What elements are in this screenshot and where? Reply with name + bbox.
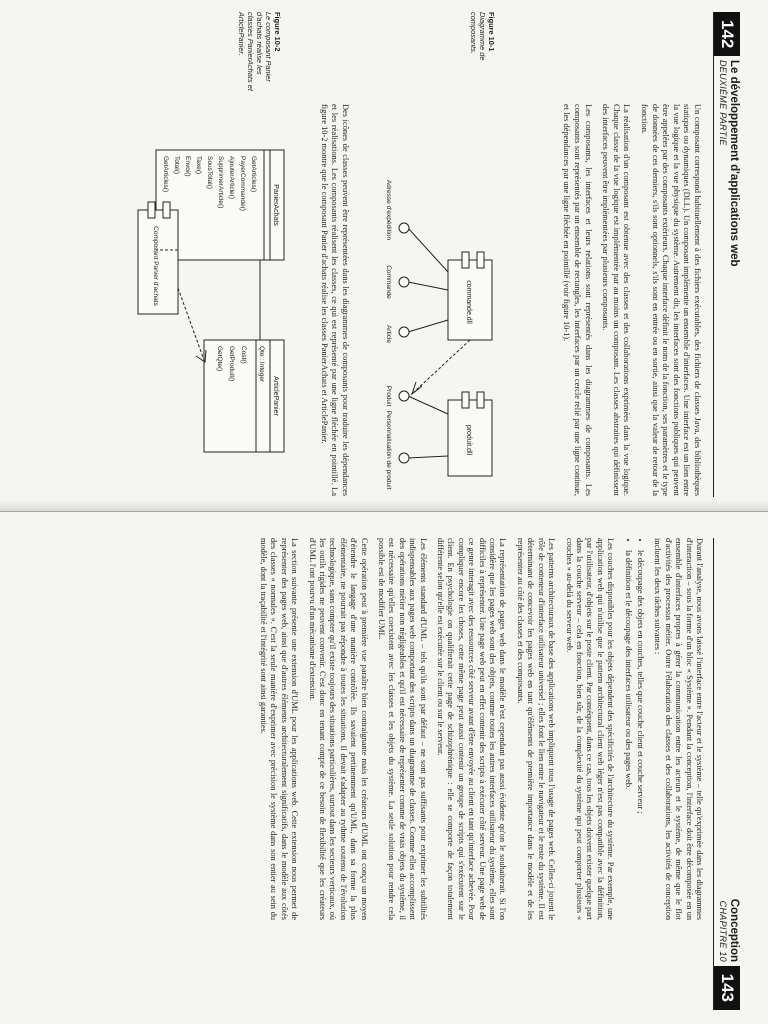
component-commande: [448, 252, 492, 340]
list-item: • la définition et le découpage des interfaces utilisateur ou des pages web.: [622, 550, 632, 920]
header-rule: [713, 12, 714, 497]
body-text-middle: [311, 104, 350, 496]
class-operation: AjouterArticle(): [228, 156, 235, 199]
list-item: • le découpage des objets en couches, telles que couche client et couche serveur ;: [635, 550, 645, 920]
body-text-top: [554, 104, 702, 496]
paragraph: Des icônes de classes peuvent être représentées dans les diagrammes de composants pour traduire les dépendances et les réalisations. Les composants réalisent les classes, ce qui est représenté par une ligne fléchée en pointillé. La figure 10-2 montre que le composant Panier d'achats réalise les classes PanierAchats et ArticlePanier.: [319, 104, 350, 496]
interface-circle: [399, 223, 409, 233]
running-head: [718, 899, 740, 962]
paragraph: Les éléments standard d'UML – tels qu'ils sont par défaut – ne sont pas suffisants pour exprimer les subtilités indispensables aux pages web comportant des scripts dans un diagramme de classes. Comme elles accomplissent des opérations métier non négligeables et qu'il est nécessaire de représenter comme de vrais objets du système, il est nécessaire qu'elles coexistent avec les classes et les objets du système. La seule solution pour rendre cela possible est de modifier UML.: [377, 538, 428, 920]
paragraph: La représentation de pages web dans le modèle n'est cependant pas aussi évidente qu'on le souhaiterait. Si l'on considère que les pages web sont des objets, comme toutes les autres interfaces utilisateur du système, elles sont difficiles à représenter. Une page web peut en effet contenir des scripts à exécuter côté serveur. Une page web de ce genre interagit avec des ressources côté serveur avant d'être envoyée au client en tant qu'interface achevée. Pour compliquer encore les choses, cette même page peut aussi contenir un groupe de scripts qui s'exécutent sur le client. En psychologie on qualifierait cette page de schizophrénique : elle se comporte de façon totalement différente selon qu'elle est exécutée sur le client ou sur le serveur.: [436, 538, 508, 920]
component-produit: [448, 392, 492, 476]
running-title: Conception: [728, 898, 740, 962]
interface-label: Adresse d'expédition: [385, 179, 392, 241]
component-diagram: [358, 110, 500, 490]
interface-label: Commande: [385, 265, 392, 299]
paragraph: Durant l'analyse, nous avons laissé l'interface entre l'acteur et le système – telle qu'exprimée dans les diagrammes d'interaction – sous la forme d'un bloc « Système ». Pendant la conception, l'interface doit être décomposée en un ensemble d'interfaces propres à gérer la communication entre les acteurs et le système, de même que le flot d'activités des processus métier. Outre l'élaboration des classes et des collaborations, les activités de conception incluent les deux tâches suivantes :: [653, 538, 704, 920]
paragraph: La réalisation d'un composant est obtenue avec des classes et des collaborations exprimées dans la vue logique. Chaque classe de la vue logique est implémentée par au moins un composant. Les classes abstraites qui définissent des interfaces peuvent être implémentées par plusieurs composants.: [601, 104, 632, 496]
right-page: [0, 512, 768, 1024]
class-operation: SousTotal(): [206, 156, 213, 189]
header-rule: [713, 538, 714, 1010]
component-label: Composant Panier d'achats: [152, 226, 159, 306]
class-name: PanierAchats: [272, 184, 279, 226]
paragraph: La section suivante présente une extension d'UML pour les applications web. Cette extension nous permet de représenter des pages web, ainsi que d'autres éléments architecturalement significatifs, dans le modèle aux côtés des classes « normales ». C'est la seule manière d'exprimer avec précision le système dans son entier au sein du modèle, dont la traçabilité et l'intégrité sont ainsi garanties.: [258, 538, 300, 920]
interface-label: Article: [385, 324, 392, 344]
paragraph: Un composant correspond habituellement à des fichiers exécutables, des fichiers de classes Java, des bibliothèques statiques ou dynamiques (DLL). Un composant implémente un ensemble d'interfaces. Une interface est un lien entre la vue logique et la vue physique du système. Autrement dit, les interfaces sont des fonctions publiques qui peuvent être appelées par des composants extérieurs. Chaque interface définit le nom de la fonction, ses paramètres et le type de données de ces derniers, s'ils sont optionnels, s'ils sont en entrée ou en sortie, ainsi que la valeur de retour de la fonction.: [640, 104, 702, 496]
interface-circle: [399, 277, 409, 287]
figure-caption: [237, 12, 282, 100]
running-subtitle: DEUXIÈME PARTIE: [718, 60, 728, 146]
interface-circle: [399, 391, 409, 401]
figure-number: Figure 10-1: [487, 12, 496, 52]
running-subtitle: CHAPITRE 10: [718, 900, 728, 962]
class-operation: PayerCommande(): [239, 156, 246, 211]
interface-label: Produit: [385, 385, 392, 407]
class-operation: GetArticles(): [162, 156, 169, 193]
component-panier: [138, 202, 178, 314]
class-operation: SupprimerArticle(): [217, 156, 224, 209]
figure-number: Figure 10-2: [273, 12, 282, 52]
class-attribute: Qte : Integer: [258, 346, 265, 383]
figure-caption-text: Le composant Panier d'achats réalise les classes PanierAchats et ArticlePanier.: [237, 12, 273, 91]
running-title: Le développement d'applications web: [728, 60, 740, 267]
paragraph: Les composants, les interfaces et leurs relations sont représentés dans les diagrammes de composants. Les composants sont représentés par un ensemble de rectangles, les interfaces par un cercle relié par une ligne continue, et les dépendances par une ligne fléchée en pointillé (voir figure 10-1).: [562, 104, 593, 496]
class-component-diagram: [130, 110, 290, 490]
class-articlepanier: [204, 340, 284, 452]
class-operation: GetProduit(): [228, 346, 235, 382]
interface-circle: [399, 327, 409, 337]
class-operation: GetQte(): [216, 346, 223, 372]
class-operation: Envoi(): [184, 156, 191, 177]
task-list: [622, 538, 645, 920]
paragraph: Les couches disponibles pour les objets dépendent des spécificités de l'architecture du système. Par exemple, une application web qui n'utilise que le pattern architectural client web léger n'est pas compatible avec la définition, par l'utilisateur, d'objets sur le poste client. Par conséquent, dans ce cas, tous les objets doivent exister quelque part dans la couche serveur – cela en fonction, bien sûr, de la complexité du système qui peut comporter plusieurs « couches » au-delà du serveur web.: [564, 538, 616, 920]
figure-caption-text: Diagramme de composants.: [469, 12, 487, 61]
class-name: ArticlePanier: [272, 376, 279, 416]
class-operation: Total(): [173, 156, 180, 175]
paragraph: Les patterns architecturaux de base des applications web impliquent tous l'usage de pages web. Celles-ci jouent le rôle de conteneur d'interface utilisateur universel ; elles font le lien entre le navigateur et le reste du système. Il est déterminant de concevoir les pages web en tant qu'éléments de première importance dans le modèle et de les représenter au côté des classes et des composants.: [515, 538, 557, 920]
class-operation: Taxe(): [195, 156, 202, 175]
page-number: 142: [714, 12, 740, 56]
interface-circle: [399, 453, 409, 463]
body-text: [251, 538, 704, 920]
running-head: [718, 60, 740, 267]
interface-label: Personnalisation de produit: [385, 410, 392, 490]
paragraph: Cette opération peut à première vue paraître bien contraignante mais les créateurs d'UML ont conçu un moyen d'étendre le langage d'une manière contrôlée. Ils savaient pertinemment qu'UML, dans sa forme la plus élémentaire, ne pourrait pas répondre à toutes les situations. Il devait s'adapter au rythme soutenu de l'évolution technologique, sans compter qu'il existe toujours des situations particulières, surtout dans les secteurs verticaux, où les outils rigides ne peuvent convenir. C'est donc en tenant compte de ce besoin de flexibilité que les créateurs d'UML l'ont pourvu d'un mécanisme d'extension.: [307, 538, 369, 920]
class-operation: Cost(): [240, 346, 247, 364]
class-operation: GetArticles(): [250, 156, 257, 193]
component-label: produit.dll: [465, 424, 472, 456]
component-label: commande.dll: [465, 280, 472, 324]
page-number: 143: [714, 966, 740, 1010]
figure-caption: [469, 12, 496, 100]
